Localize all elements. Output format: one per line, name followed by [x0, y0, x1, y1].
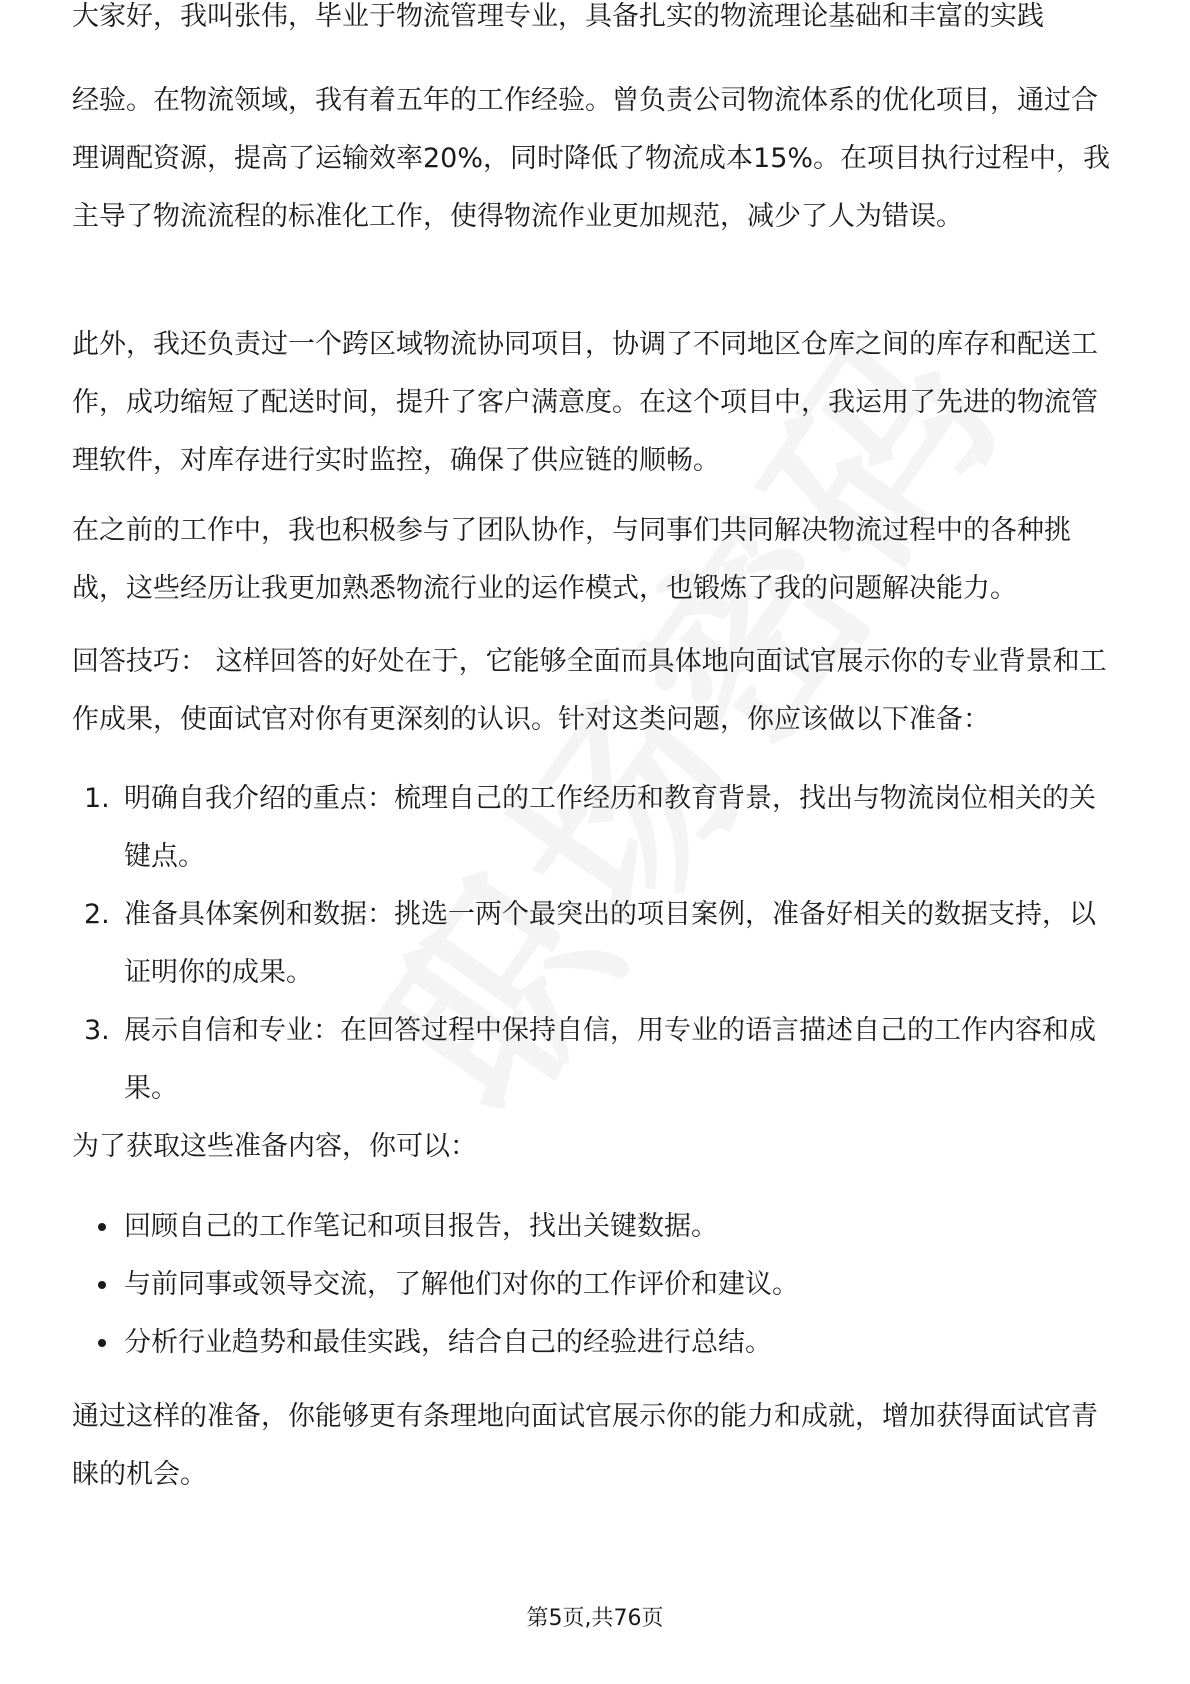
list-item: [72, 1256, 1122, 1314]
list-number: 2.: [84, 899, 110, 930]
paragraph-text: 通过这样的准备，你能够更有条理地向面试官展示你的能力和成就，增加获得面试官青睐的机会。: [72, 1401, 1098, 1490]
paragraph-text: 此外，我还负责过一个跨区域物流协同项目，协调了不同地区仓库之间的库存和配送工作，成功缩短了配送时间，提升了客户满意度。在这个项目中，我运用了先进的物流管理软件，对库存进行实时监控，确保了供应链的顺畅。: [72, 329, 1098, 476]
paragraph-answer-tips: [72, 633, 1122, 749]
paragraph-conclusion: [72, 1388, 1122, 1504]
list-item-text: 回顾自己的工作笔记和项目报告，找出关键数据。: [124, 1211, 718, 1242]
page-number-footer: 第5页,共76页: [526, 1606, 664, 1631]
list-item: [72, 1002, 1122, 1118]
paragraph-text: 在之前的工作中，我也积极参与了团队协作，与同事们共同解决物流过程中的各种挑战，这些经历让我更加熟悉物流行业的运作模式，也锻炼了我的问题解决能力。: [72, 515, 1071, 604]
list-item: [72, 886, 1122, 1002]
ordered-list: [72, 770, 1122, 1118]
list-item-text: 准备具体案例和数据：挑选一两个最突出的项目案例，准备好相关的数据支持，以证明你的成果。: [124, 899, 1096, 988]
list-item: [72, 770, 1122, 886]
bullet-list: [72, 1198, 1122, 1372]
list-item: [72, 1198, 1122, 1256]
cut-off-top-line: 大家好，我叫张伟，毕业于物流管理专业，具备扎实的物流理论基础和丰富的实践: [72, 1, 1044, 32]
paragraph-text: 为了获取这些准备内容，你可以：: [72, 1131, 477, 1162]
paragraph-experience: [72, 72, 1122, 246]
bullet-icon: [98, 1281, 106, 1289]
bullet-icon: [98, 1339, 106, 1347]
list-item-text: 与前同事或领导交流，了解他们对你的工作评价和建议。: [124, 1269, 799, 1300]
paragraph-teamwork: [72, 502, 1122, 618]
paragraph-project: [72, 316, 1122, 490]
list-item: [72, 1314, 1122, 1372]
list-item-text: 分析行业趋势和最佳实践，结合自己的经验进行总结。: [124, 1327, 772, 1358]
list-item-text: 展示自信和专业：在回答过程中保持自信，用专业的语言描述自己的工作内容和成果。: [124, 1015, 1096, 1104]
paragraph-prepare-intro: [72, 1118, 1122, 1176]
list-number: 1.: [84, 783, 110, 814]
list-item-text: 明确自我介绍的重点：梳理自己的工作经历和教育背景，找出与物流岗位相关的关键点。: [124, 783, 1096, 872]
bullet-icon: [98, 1223, 106, 1231]
paragraph-text: 回答技巧： 这样回答的好处在于，它能够全面而具体地向面试官展示你的专业背景和工作成果，使面试官对你有更深刻的认识。针对这类问题，你应该做以下准备：: [72, 646, 1107, 735]
paragraph-text: 经验。在物流领域，我有着五年的工作经验。曾负责公司物流体系的优化项目，通过合理调配资源，提高了运输效率20%，同时降低了物流成本15%。在项目执行过程中，我主导了物流流程的标准化工作，使得物流作业更加规范，减少了人为错误。: [72, 85, 1111, 232]
list-number: 3.: [84, 1015, 110, 1046]
